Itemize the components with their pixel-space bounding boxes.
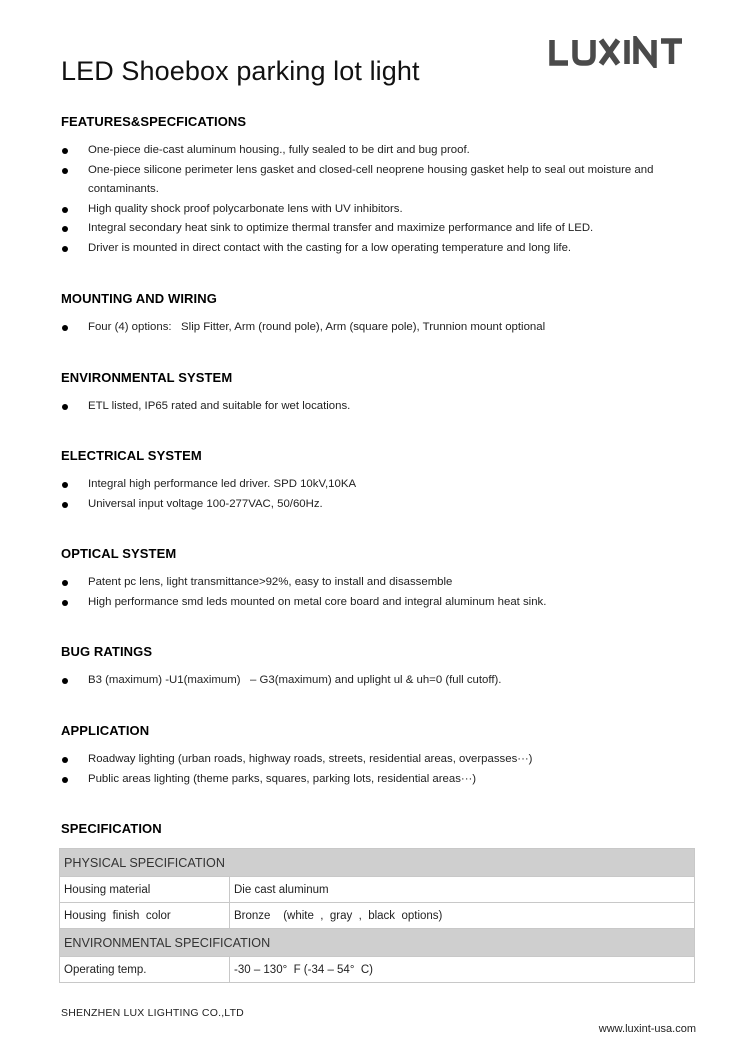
- bullet-icon: [62, 148, 68, 154]
- list-item: ETL listed, IP65 rated and suitable for wet locations.: [61, 397, 701, 417]
- bullet-list: [61, 671, 701, 691]
- spec-value: Die cast aluminum: [230, 877, 695, 903]
- bullet-list: [61, 141, 701, 259]
- section-bug-ratings: [61, 644, 701, 691]
- spec-key: Operating temp.: [60, 957, 230, 983]
- section-specification: [61, 821, 701, 836]
- list-item: High quality shock proof polycarbonate lens with UV inhibitors.: [61, 200, 701, 220]
- list-item: Public areas lighting (theme parks, squares, parking lots, residential areas···): [61, 770, 701, 790]
- bullet-icon: [62, 482, 68, 488]
- section-features: [61, 114, 701, 259]
- bullet-icon: [62, 168, 68, 174]
- section-optical: [61, 546, 701, 612]
- bullet-icon: [62, 777, 68, 783]
- bullet-icon: [62, 246, 68, 252]
- section-heading: MOUNTING AND WIRING: [61, 291, 217, 306]
- specification-table: [59, 848, 695, 983]
- bullet-icon: [62, 580, 68, 586]
- table-row: [60, 903, 695, 929]
- bullet-list: [61, 573, 701, 612]
- section-heading: SPECIFICATION: [61, 821, 162, 836]
- section-environmental: [61, 370, 701, 417]
- list-item: Universal input voltage 100-277VAC, 50/60Hz.: [61, 495, 701, 515]
- footer-company: SHENZHEN LUX LIGHTING CO.,LTD: [61, 1007, 244, 1019]
- table-row: [60, 957, 695, 983]
- bullet-list: [61, 475, 701, 514]
- table-group-row: [60, 849, 695, 877]
- section-heading: APPLICATION: [61, 723, 150, 738]
- luxint-logo-mark: [548, 36, 684, 68]
- bullet-list: [61, 318, 701, 338]
- group-header-physical: PHYSICAL SPECIFICATION: [60, 849, 695, 877]
- spec-value: Bronze (white , gray , black options): [230, 903, 695, 929]
- list-item: One-piece silicone perimeter lens gasket and closed-cell neoprene housing gasket help to seal out moisture and contaminants.: [61, 161, 701, 200]
- luxint-logo: [548, 36, 684, 68]
- spec-key: Housing finish color: [60, 903, 230, 929]
- bullet-icon: [62, 226, 68, 232]
- list-item: Four (4) options: Slip Fitter, Arm (round pole), Arm (square pole), Trunnion mount optional: [61, 318, 701, 338]
- bullet-icon: [62, 207, 68, 213]
- list-item: B3 (maximum) -U1(maximum) – G3(maximum) and uplight ul & uh=0 (full cutoff).: [61, 671, 701, 691]
- list-item: One-piece die-cast aluminum housing., fully sealed to be dirt and bug proof.: [61, 141, 701, 161]
- section-heading: BUG RATINGS: [61, 644, 153, 659]
- list-item: Integral high performance led driver. SPD 10kV,10KA: [61, 475, 701, 495]
- section-heading: ENVIRONMENTAL SYSTEM: [61, 370, 233, 385]
- bullet-list: [61, 750, 701, 789]
- bullet-icon: [62, 502, 68, 508]
- spec-key: Housing material: [60, 877, 230, 903]
- bullet-icon: [62, 757, 68, 763]
- table-row: [60, 877, 695, 903]
- bullet-icon: [62, 404, 68, 410]
- footer-website: www.luxint-usa.com: [598, 1023, 696, 1035]
- list-item: Integral secondary heat sink to optimize thermal transfer and maximize performance and life of LED.: [61, 219, 701, 239]
- bullet-icon: [62, 325, 68, 331]
- bullet-icon: [62, 678, 68, 684]
- list-item: High performance smd leds mounted on metal core board and integral aluminum heat sink.: [61, 593, 701, 613]
- bullet-list: [61, 397, 701, 417]
- section-heading: OPTICAL SYSTEM: [61, 546, 177, 561]
- bullet-icon: [62, 600, 68, 606]
- list-item: Driver is mounted in direct contact with the casting for a low operating temperature and long life.: [61, 239, 701, 259]
- list-item: Roadway lighting (urban roads, highway roads, streets, residential areas, overpasses···): [61, 750, 701, 770]
- spec-value: -30 – 130° F (-34 – 54° C): [230, 957, 695, 983]
- list-item: Patent pc lens, light transmittance>92%, easy to install and disassemble: [61, 573, 701, 593]
- section-heading: FEATURES&SPECFICATIONS: [61, 114, 247, 129]
- section-heading: ELECTRICAL SYSTEM: [61, 448, 202, 463]
- group-header-environmental: ENVIRONMENTAL SPECIFICATION: [60, 929, 695, 957]
- section-application: [61, 723, 701, 789]
- section-electrical: [61, 448, 701, 514]
- table-group-row: [60, 929, 695, 957]
- document-title: LED Shoebox parking lot light: [61, 56, 420, 86]
- section-mounting: [61, 291, 701, 338]
